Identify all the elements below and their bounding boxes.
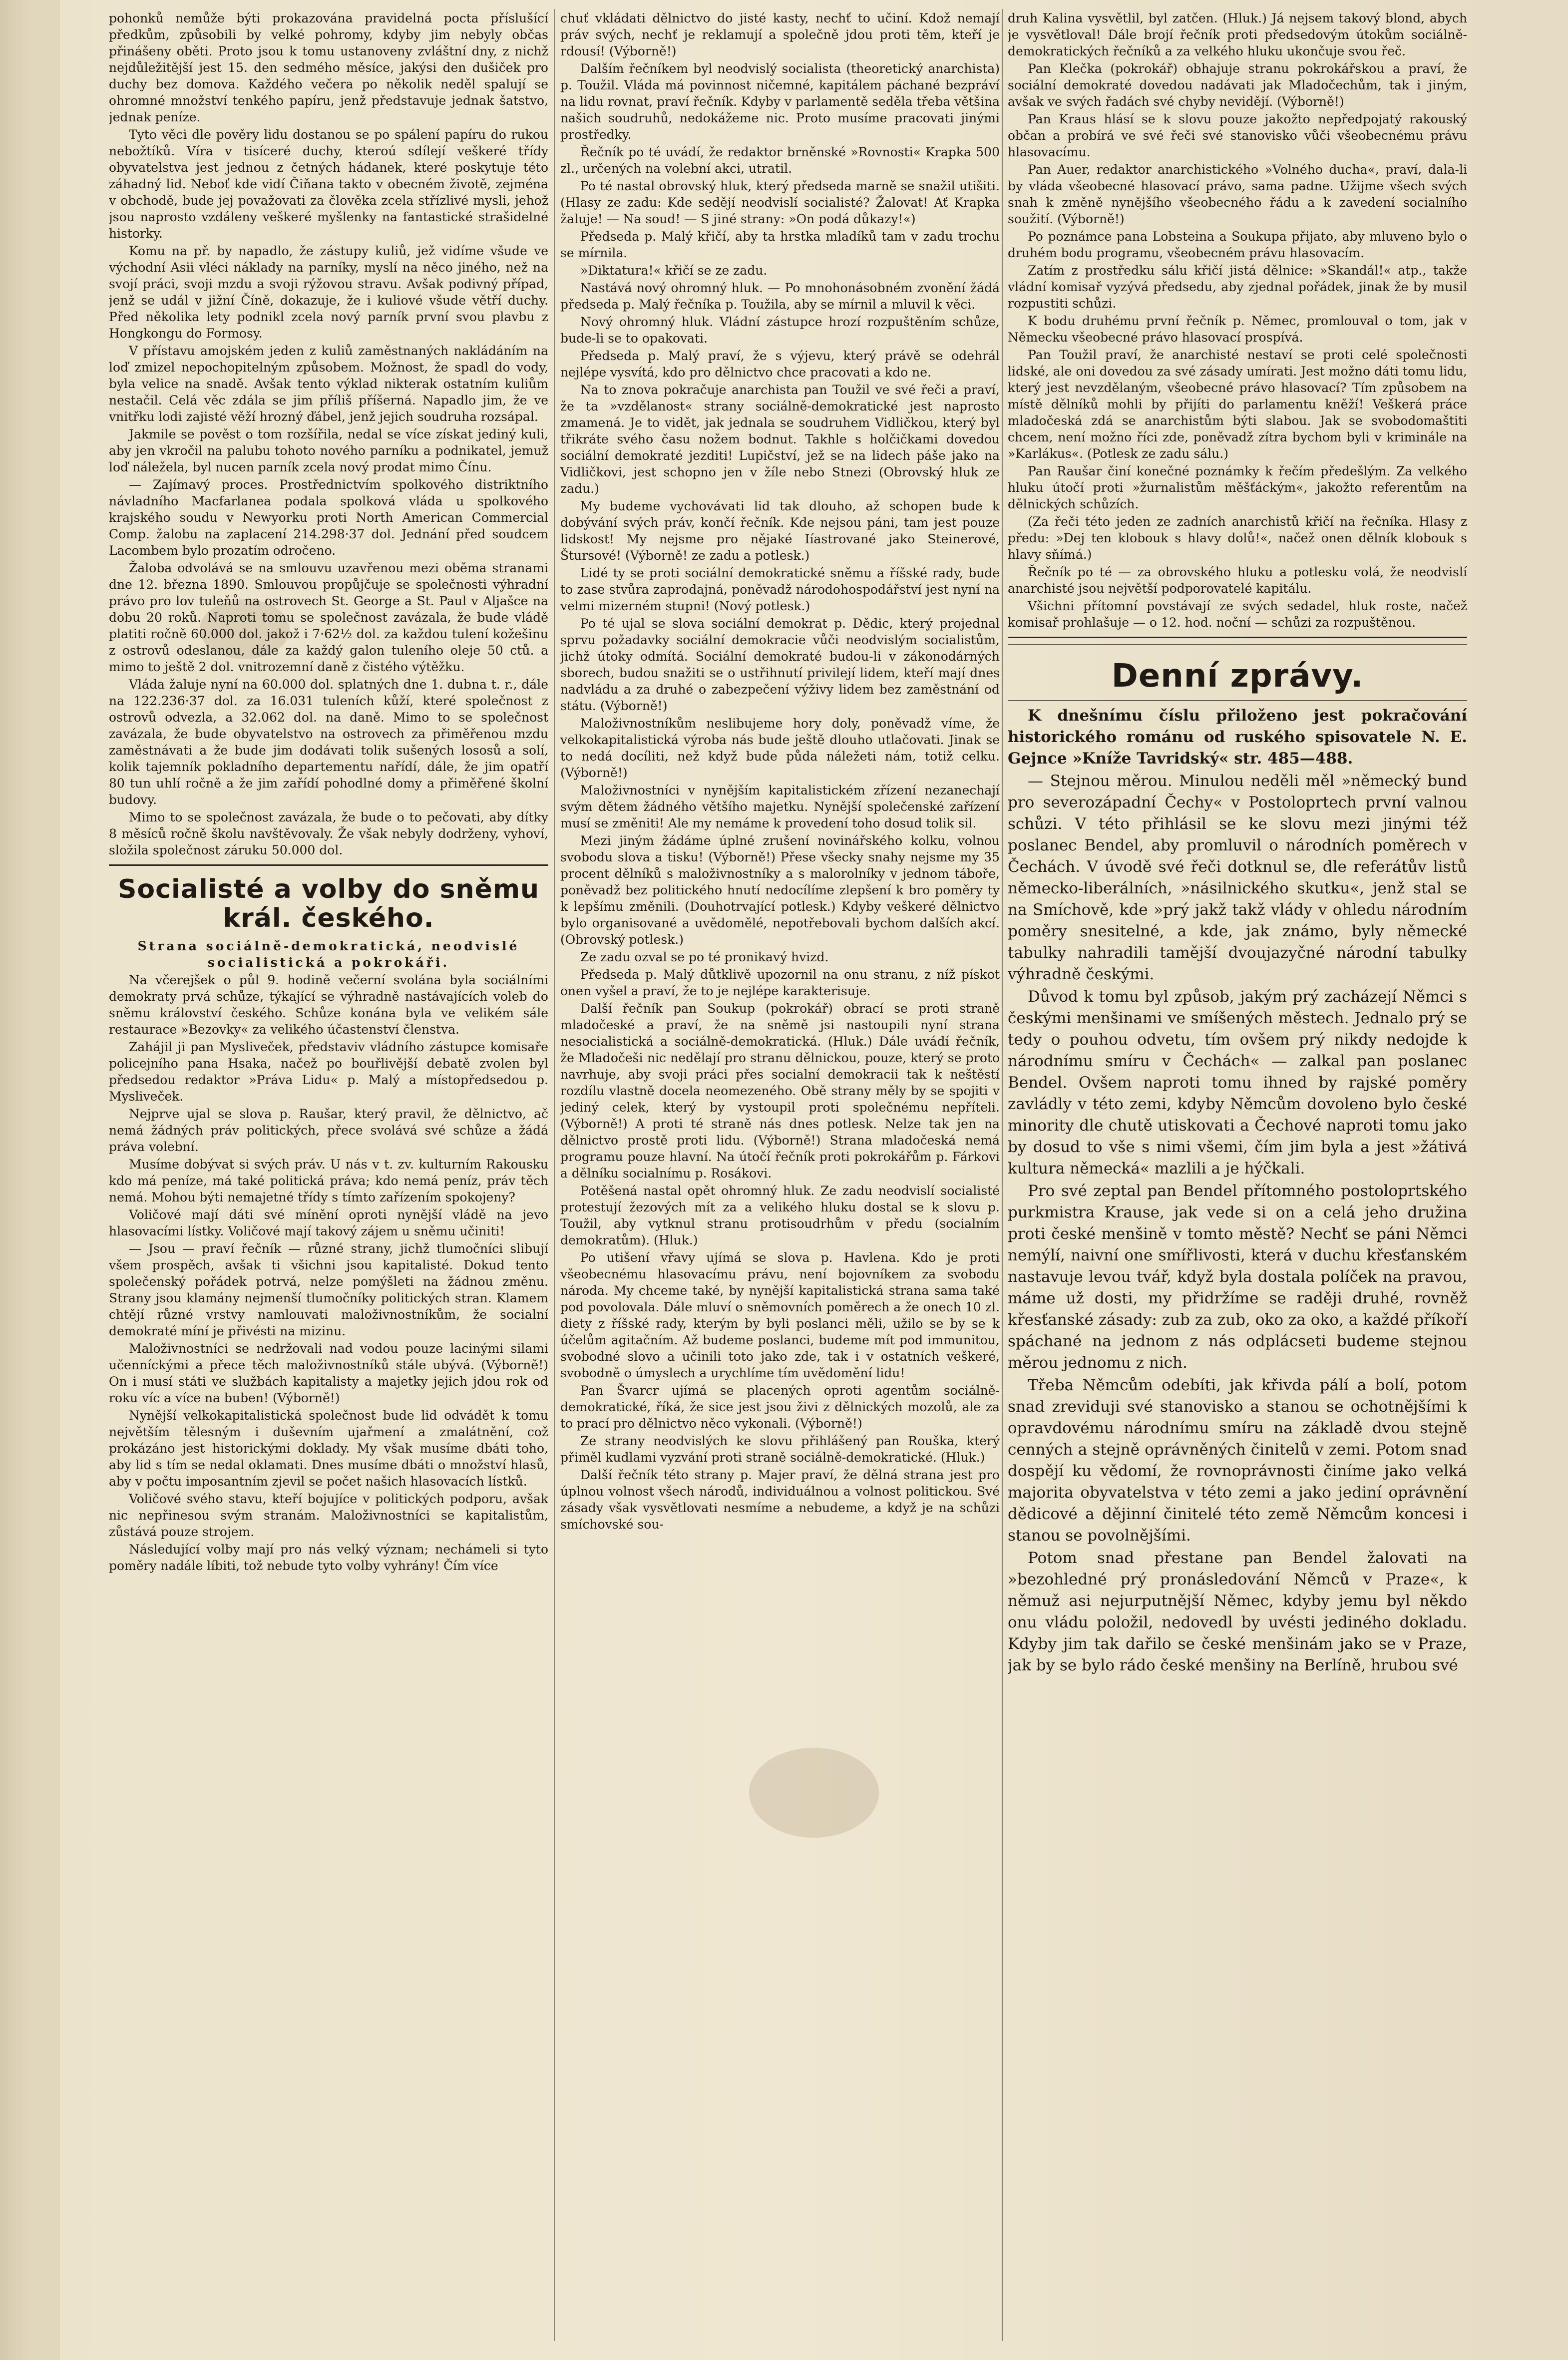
- column-2: [560, 10, 1000, 2337]
- paragraph: Musíme dobývat si svých práv. U nás v t. zv. kulturním Rakousku kdo má peníze, má také politická práva; kdo nemá peníz, práv těch nemá. Mohou býti nemajetné třídy s tímto zařízením spokojeny?: [109, 1157, 548, 1204]
- section-divider: [1008, 700, 1467, 701]
- paragraph: Nejprve ujal se slova p. Raušar, který pravil, že dělnictvo, ač nemá žádných práv politických, přece svolává své schůze a žádá práva volební.: [109, 1107, 548, 1154]
- paragraph: Pro své zeptal pan Bendel přítomného postoloprtského purkmistra Krause, jak vede si on a celá jeho družina proti české menšině v tomto městě? Nechť se páni Němci nemýlí, naivní one smířlivosti, která v duchu křesťanském nastavuje levou tvář, když byla dostala políček na pravou, máme už dosti, my přidržíme se raději druhé, rovněž křesťanské zásady: zub za zub, oko za oko, a každé příkoří spáchané na jednom z nás odplácseti budeme stejnou měrou jednomu z nich.: [1008, 1182, 1467, 1372]
- paragraph: (Za řeči této jeden ze zadních anarchistů křičí na řečníka. Hlasy z předu: »Dej ten klobouk s hlavy dolů!«, načež onen dělník klobouk s hlavy sňímá.): [1008, 514, 1467, 562]
- paragraph: Po té nastal obrovský hluk, který předseda marně se snažil utišiti. (Hlasy ze zadu: Kde sedějí neodvislí socialisté? Žalovat! Ať Krapka žaluje! — Na soud! — S jiné strany: »On podá důkazy!«): [560, 179, 1000, 226]
- column-2-paragraphs: [560, 10, 1000, 1533]
- paragraph: Lidé ty se proti sociální demokratické sněmu a říšské rady, bude to zase stvůra zaprodajná, poněvadž národohospodářství jest nyní na velmi mizerném stupni! (Nový potlesk.): [560, 566, 1000, 613]
- paragraph: Pan Auer, redaktor anarchistického »Volného ducha«, praví, dala-li by vláda všeobecné hlasovací právo, sama padne. Užijme všech svých snah k změně nynějšího všeobecného řádu a k zavedení socialního soužití. (Výborně!): [1008, 162, 1467, 226]
- headline-denni-zpravy: Denní zprávy.: [1111, 658, 1364, 695]
- paragraph: K bodu druhému první řečník p. Němec, promlouval o tom, jak v Německu všeobecné právo hlasovací prospívá.: [1008, 314, 1467, 345]
- section-divider: [109, 864, 548, 866]
- paragraph: Pan Toužil praví, že anarchisté nestaví se proti celé společnosti lidské, ale oni dovedou za své zásady umírati. Jest možno dáti tomu lidu, který jest nevzdělaným, všeobecné právo hlasovací? Tím způsobem na místě dělníků mohli by přijíti do parlamentu kněží! Veškerá práce mladočeská zdá se anarchistům býti slabou. Jak se svobodomaštiti chcem, není možno říci zde, poněvadž zítra bychom byli v kriminále na »Karlákus«. (Potlesk ze zadu sálu.): [1008, 348, 1467, 461]
- column-1: [109, 10, 548, 2337]
- paragraph: Zatím z prostředku sálu křičí jistá dělnice: »Skandál!« atp., takže vládní komisař vyzývá předsedu, aby zjednal pořádek, jinak že by musil rozpustiti schůzi.: [1008, 263, 1467, 311]
- paragraph: Pan Raušar činí konečné poznámky k řečím předešlým. Za velkého hluku útočí proti »žurnalistům měšťáckým«, jakožto referentům na dělnických schůzích.: [1008, 464, 1467, 511]
- paragraph: Nynější velkokapitalistická společnost bude lid odvádět k tomu největším tělesným i duševním ujařmení a zmalátnění, což prokázáno jest historickými doklady. My však musíme dbáti toho, aby lid s tím se nedal oklamati. Dnes musíme dbáti o množství hlasů, aby v počtu imposantním zjevil se počet našich hlasovacích lístků.: [109, 1408, 548, 1489]
- paragraph: pohonků nemůže býti prokazována pravidelná pocta příslušící předkům, způsobili by velké pohromy, kdyby jim nebyly občas přinášeny oběti. Proto jsou k tomu ustanoveny zvláštní dny, z nichž nejdůležitější jest 15. den sedmého měsíce, jakýsi den dušiček pro duchy bez domova. Každého večera po několik neděl spalují se ohromné množství tenkého papíru, jenž představuje jednak šatstvo, jednak peníze.: [109, 11, 548, 124]
- paragraph: Třeba Němcům odebíti, jak křivda pálí a bolí, potom snad zreviduji své stanovisko a stanou se ochotnějšími k opravdovému národnímu smíru na základě dvou stejně cenných a stejně oprávněných činitelů v zemi. Potom snad dospějí ku vědomí, že rovnoprávnosti činíme jako velká majorita obyvatelstva v této zemi a jako jediní oprávnění dědicové a dějinní činitelé této země Němcům koncesi i stanou se povolnějšími.: [1008, 1376, 1467, 1545]
- paragraph: Další řečník této strany p. Majer praví, že dělná strana jest pro úplnou volnost všech národů, individuálnou a volnost politickou. Své zásady však vysvětlovati nesmíme a nebudeme, a když je na schůzi smíchovské sou-: [560, 1468, 1000, 1532]
- paragraph: — Stejnou měrou. Minulou neděli měl »německý bund pro severozápadní Čechy« v Postoloprtech první valnou schůzi. V této přihlásil se ke slovu mezi jinými též poslanec Bendel, aby promluvil o národních poměrech v Čechách. V úvodě své řeči dotknul se, dle referátův listů německo-liberálních, »násilnického skutku«, jenž stal se na Smíchově, kde »prý jakž takž vlády v ohledu národním poměry snesitelné, a kde, jak známo, byly německé tabulky nahradili tamější dvoujazyčné národní tabulky výhradně českými.: [1008, 772, 1467, 983]
- paragraph: Voličové mají dáti své mínění oproti nynější vládě na jevo hlasovacími lístky. Voličové mají takový zájem u sněmu učiniti!: [109, 1207, 548, 1238]
- paragraph: Mezi jiným žádáme úplné zrušení novinářského kolku, volnou svobodu slova a tisku! (Výborně!) Přese všecky snahy nejsme my 35 procent dělníků s maloživnostníky a s malorolníky v jednom táboře, poněvadž bez politického hnutí nedocílíme zlepšení k bro poměry ty k lepšímu změnili. (Douhotrvající potlesk.) Kdyby veškeré dělnictvo bylo organisované a uvědomělé, nepotřebovali bychom dalších akcí. (Obrovský potlesk.): [560, 833, 1000, 947]
- paper-edge: [0, 0, 60, 2360]
- paragraph: Předseda p. Malý křičí, aby ta hrstka mladíků tam v zadu trochu se mírnila.: [560, 229, 1000, 260]
- paragraph: Pan Klečka (pokrokář) obhajuje stranu pokrokářskou a praví, že sociální demokraté dovedou nadávati jak Mladočechům, tak i jiným, avšak ve svých řadách své chyby nevidějí. (Výborně!): [1008, 61, 1467, 109]
- paragraph: Komu na př. by napadlo, že zástupy kuliů, jež vidíme všude ve východní Asii vléci náklady na parníky, myslí na něco jiného, než na svojí práci, svoji mzdu a svoji rýžovou stravu. Avšak podivný případ, jenž se udál v jižní Číně, dokazuje, že i kuliové všude větří duchy. Před několika lety podnikl zcela nový parník první svou plavbu z Hongkongu do Formosy.: [109, 244, 548, 341]
- paragraph: Předseda p. Malý důtklivě upozornil na onu stranu, z níž pískot onen vyšel a praví, že to je nejlépe karakterisuje.: [560, 967, 1000, 998]
- paragraph: Ze strany neodvislých ke slovu přihlášený pan Rouška, který přiměl kudlami vyzvání proti straně sociálně-demokratické. (Hluk.): [560, 1434, 1000, 1465]
- column-1-paragraphs-2: [109, 972, 548, 1574]
- section-divider: [1008, 637, 1467, 638]
- paragraph: Pan Kraus hlásí se k slovu pouze jakožto nepředpojatý rakouský občan a probírá ve své řeči své stanovisko vůči všeobecnému právu hlasovacímu.: [1008, 112, 1467, 159]
- column-3-paragraphs: [1008, 10, 1467, 631]
- paragraph: Zahájil ji pan Myslivеček, představiv vládního zástupce komisaře policejního pana Hsaka, načež po bouřlivější debatě zvolen byl předsedou redaktor »Práva Lidu« p. Malý a místopředsedou p. Myslivеček.: [109, 1040, 548, 1104]
- headline-socialiste: Socialisté a volby do sněmu král. českého.: [117, 874, 540, 933]
- column-rule: [1002, 9, 1003, 2341]
- column-3-paragraphs-2: [1008, 771, 1467, 1676]
- section-divider: [1008, 644, 1467, 645]
- paragraph: Jakmile se pověst o tom rozšířila, nedal se více získat jediný kuli, aby jen vkročil na palubu tohoto nového parníku a podnikatel, jemuž loď náležela, byl nucen parník zcela nový prodat mimo Čínu.: [109, 427, 548, 474]
- paragraph: Nastává nový ohromný hluk. — Po mnohonásobném zvonění žádá předseda p. Malý řečníka p. Toužila, aby se mírnil a mluvil k věci.: [560, 281, 1000, 312]
- column-rule: [554, 9, 555, 2341]
- paragraph: Vláda žaluje nyní na 60.000 dol. splatných dne 1. dubna t. r., dále na 122.236·37 dol. za 16.031 tuleních kůží, které společnost z ostrovů odvezla, a 32.062 dol. na daně. Mimo to se společnost zavázala, že bude obyvatelstvo na ostrovech za přiměřenou mzdu zaměstnávati a že bude jim dodávati tolik sušených lososů a solí, kolik tajemník pokladního departementu nařídí, dále, že jim opatří 80 tun uhlí ročně a že jim zařídí pohodlné domy a přiměřené školní budovy.: [109, 677, 548, 807]
- paragraph: My budeme vychovávati lid tak dlouho, až schopen bude k dobývání svých práv, končí řečník. Kde nejsou páni, tam jest pouze lidskost! My nejsme pro nějaké Iíastrované jako Steinerové, Štursové! (Výborně! ze zadu a potlesk.): [560, 499, 1000, 563]
- paragraph: V přístavu amojském jeden z kuliů zaměstnaných nakládáním na loď zmizel nepochopitelným způsobem. Možnost, že spadl do vody, byla velice na snadě. Avšak tento výklad nikterak ostatním kuliům nestačil. Celá věc zdála se jim příliš příšerná. Napadlo jim, že ve vnitřku lodi zajisté věží hrozný ďábel, jenž jejich soudruha rozsápal.: [109, 344, 548, 424]
- paragraph: Všichni přítomní povstávají ze svých sedadel, hluk roste, načež komisař prohlašuje — o 12. hod. noční — schůzi za rozpuštěnou.: [1008, 599, 1467, 630]
- paragraph: Maloživnostníkům neslibujeme hory doly, poněvadž víme, že velkokapitalistická výroba nás bude ještě dlouho utlačovati. Jinak se to nedá docíliti, než když bude půda náležeti nám, totiž celku. (Výborně!): [560, 716, 1000, 780]
- paragraph: Dalším řečníkem byl neodvislý socialista (theoretický anarchista) p. Toužil. Vláda má povinnost ničemné, kapitálem páchané bezpráví na lidu rovnat, praví řečník. Kdyby v parlamentě seděla třeba většina našich soudruhů, nedokážeme nic. Proto musíme pracovati jinými prostředky.: [560, 61, 1000, 142]
- paragraph: Řečník po té — za obrovského hluku a potlesku volá, že neodvislí anarchisté jsou největší podporovatelé kapitálu.: [1008, 565, 1467, 596]
- paragraph: Potěšená nastal opět ohromný hluk. Ze zadu neodvislí socialisté protestují žezových mít za a velikého hluku dostal se k slovu p. Toužil, aby vytknul stranu protisoudrhům v předu (socialním demokratům). (Hluk.): [560, 1183, 1000, 1247]
- paragraph: Na včerejšek o půl 9. hodině večerní svolána byla sociálními demokraty prvá schůze, týkající se výhradně nastávajících voleb do sněmu království českého. Schůze konána byla ve velikém sále restaurace »Bezovky« za velikého účastenství členstva.: [109, 973, 548, 1037]
- paragraph: chuť vkládati dělnictvo do jisté kasty, nechť to učiní. Kdož nemají práv svých, nechť je reklamují a společně jdou proti těm, kteří je rdousí! (Výborně!): [560, 11, 1000, 58]
- paragraph: Na to znova pokračuje anarchista pan Toužil ve své řeči a praví, že ta »vzdělanost« strany sociálně-demokratické jest naprosto zmamená. Je to vidět, jak jednala se soudruhem Vidličkou, který byl třikráte svého času nožem bodnut. Takhle s holčičkami dovedou sociální demokraté jezditi! Lupičství, jež se na lidech páše jako na Vidličkovi, jest schopno jen v žíle nebo Stnezi (Obrovský hluk ze zadu.): [560, 383, 1000, 496]
- column-1-paragraphs: [109, 10, 548, 858]
- paragraph: Potom snad přestane pan Bendel žalovati na »bezohledné prý pronásledování Němců v Praze«, k němuž asi nejurputnější Němec, kdyby jemu byl někdo onu vládu položil, nedovedl by uvésti jediného dokladu. Kdyby jim tak dařilo se české menšinám jako se v Praze, jak by se bylo rádo české menšiny na Berlíně, hrubou své: [1008, 1549, 1467, 1674]
- subhead: Strana sociálně-demokratická, neodvislé socialistická a pokrokáři.: [137, 939, 520, 970]
- paragraph: Mimo to se společnost zavázala, že bude o to pečovati, aby dítky 8 měsíců ročně školu navštěvovaly. Že však nebyly dodrženy, vyhoví, složila společnost záruku 50.000 dol.: [109, 810, 548, 857]
- paragraph: Ze zadu ozval se po té pronikavý hvizd.: [580, 950, 829, 964]
- paragraph: Po utišení vřavy ujímá se slova p. Havlena. Kdo je proti všeobecnému hlasovacímu právu, není bojovníkem za svobodu národa. My chceme také, by nynější kapitalistická strana sama také pod povolovala. Dále mluví o sněmovních poměrech a že onech 10 zl. diety z říšské rady, kterým by byli poslanci měli, užilo se by se k účelům agitačním. Až budeme poslanci, budeme mít pod immunitou, svobodné slovo a učinili toto jako zde, tak i v ostatních veškeré, svobodně o úmyslech a urychlíme tím uvědomění lidu!: [560, 1250, 1000, 1380]
- lead-paragraph: K dnešnímu číslu přiloženo jest pokračování historického románu od ruského spisovatele N. E. Gejnce »Kníže Tavridský« str. 485—488.: [1008, 707, 1467, 768]
- paragraph: Maloživnostníci v nynějším kapitalistickém zřízení nezanechají svým dětem žádného většího majetku. Nynější společenské zařízení musí se změniti! Ale my nemáme k provedení toho dosud tolik sil.: [560, 783, 1000, 830]
- paragraph: druh Kalina vysvětlil, byl zatčen. (Hluk.) Já nejsem takový blond, abych je vysvětloval! Dále brojí řečník proti předsedovým útokům sociálně-demokratických řečníků a za velkého hluku ukončuje svou řeč.: [1008, 11, 1467, 58]
- paragraph: Pan Švarcr ujímá se placených oproti agentům sociálně-demokratické, říká, že sice jest jsou živi z dělnických mozolů, ale za to prací pro dělnictvo něco vykonali. (Výborně!): [560, 1383, 1000, 1431]
- paragraph: Tyto věci dle pověry lidu dostanou se po spálení papíru do rukou nebožtíků. Víra v tisíceré duchy, kteroú sdílejí veškeré třídy obyvatelstva jest jednou z četných hádanek, které poskytuje této záhadný lid. Neboť kde vidí Čiňana takto v obecném životě, zejména v obchodě, bude jej považovati za člověka zcela střízlivé mysli, jehož jsou naprosto vzdáleny veškeré myšlenky na fantastické strašidelné historky.: [109, 127, 548, 241]
- paragraph: Následující volby mají pro nás velký význam; nechámeli si tyto poměry nadále líbiti, tož nebude tyto volby vyhrány! Čím více: [109, 1542, 548, 1573]
- paragraph: — Jsou — praví řečník — různé strany, jichž tlumočníci slibují všem prospěch, avšak ti všichni jsou kapitalisté. Dokud tento společenský pořádek potrvá, nelze pomýšleti na žádnou změnu. Strany jsou klamány nejmenší tlumočníky politických stran. Klamem chtějí různé vrstvy namlouvati maloživnostníkům, že socialní demokraté míní je přivésti na mizinu.: [109, 1241, 548, 1338]
- paragraph: »Diktatura!« křičí se ze zadu.: [580, 263, 768, 278]
- paragraph: — Zajímavý proces. Prostřednictvím spolkového distriktního návladního Macfarlanea podala spolková vláda u spolkového krajského soudu v Newyorku proti North American Commercial Comp. žalobu na zaplacení 214.298·37 dol. Jednání před soudcem Lacombem bylo prozatím odročeno.: [109, 477, 548, 558]
- paragraph: Další řečník pan Soukup (pokrokář) obrací se proti straně mladočeské a praví, že na sněmě jsi nastoupili nyní strana nesocialistická a sociálně-demokratická. (Hluk.) Dále uvádí řečník, že Mladočeši nic nedělají pro stranu dělnickou, pouze, který se proto navrhuje, aby svoji práci přes socialní demokracii tak k neštěstí rozdílu vlastně docela neomezeného. Obě strany měly by se spojiti v jediný celek, který by vystoupil proti společnému nepříteli. (Výborně!) A proti té straně nás dnes potlesk. Nelze tak jen na dělnictvo prostě proti lidu. (Výborně!) Strana mladočeská nemá programu pouze hlavní. Na útočí řečník proti pokrokářům p. Fárkovi a dělníku socialnímu p. Rosákovi.: [560, 1001, 1000, 1180]
- paragraph: Po té ujal se slova sociální demokrat p. Dědic, který projednal sprvu požadavky sociální demokracie vůči neodvislým socialistům, jichž útoky odmítá. Sociální demokraté budou-li v zákonodárných sborech, budou snažiti se o ustřihnutí privilejí lidem, kteří mají dnes nadvládu a za druhé o zabezpečení výživy lidem bez zaměstnání od státu. (Výborně!): [560, 616, 1000, 713]
- paragraph: Po poznámce pana Lobsteina a Soukupa přijato, aby mluveno bylo o druhém bodu programu, všeobecném právu hlasovacím.: [1008, 229, 1467, 260]
- paragraph: Důvod k tomu byl způsob, jakým prý zacházejí Němci s českými menšinami ve smíšených městech. Jednalo prý se tedy o pouhou odvetu, tím ovšem prý nikdy nedojde k národnímu smíru v Čechách« — zalkal pan poslanec Bendel. Ovšem naproti tomu ihned by rajské poměry zavládly v této zemi, kdyby Němcům dovoleno bylo české minority dle chutě utiskovati a Čechové naproti tomu jako by dosud to vše s nimi všemi, čím jim byla a jest »žátivá kultura německá« mazlili a je hýčkali.: [1008, 988, 1467, 1178]
- paragraph: Maloživnostníci se nedržovali nad vodou pouze lacinými silami učenníckými a přece těch maloživnostníků stále ubývá. (Výborně!) On i musí státi ve službách kapitalisty a majetky jejich jdou rok od roku víc a více na buben! (Výborně!): [109, 1341, 548, 1405]
- paragraph: Předseda p. Malý praví, že s výjevu, který právě se odehrál nejlépe vysvítá, kdo pro dělnictvo chce pracovati a kdo ne.: [560, 349, 1000, 380]
- column-3: [1008, 10, 1467, 2337]
- paragraph: Nový ohromný hluk. Vládní zástupce hrozí rozpuštěním schůze, bude-li se to opakovati.: [560, 315, 1000, 346]
- paragraph: Voličové svého stavu, kteří bojujíce v politických podporu, avšak nic nepřinesou svým stranám. Maloživnostníci se kapitalistům, zůstává pouze strojem.: [109, 1492, 548, 1539]
- paragraph: Žaloba odvolává se na smlouvu uzavřenou mezi oběma stranami dne 12. března 1890. Smlouvou propůjčuje se společnosti výhradní právo pro lov tuleňů na ostrovech St. George a St. Paul v Aljašce na dobu 20 roků. Naproti tomu se společnost zavázala, že bude vládě platiti ročně 60.000 dol. jakož i 7·62½ dol. za každou tulení kožešinu z ostrovů odeslanou, dále za každý galon tuleního oleje 50 ctů. a mimo to ještě 2 dol. vnitrozemní daně z čistého výtěžku.: [109, 561, 548, 674]
- paragraph: Řečník po té uvádí, že redaktor brněnské »Rovnosti« Krapka 500 zl., určených na volební akci, utratil.: [560, 145, 1000, 176]
